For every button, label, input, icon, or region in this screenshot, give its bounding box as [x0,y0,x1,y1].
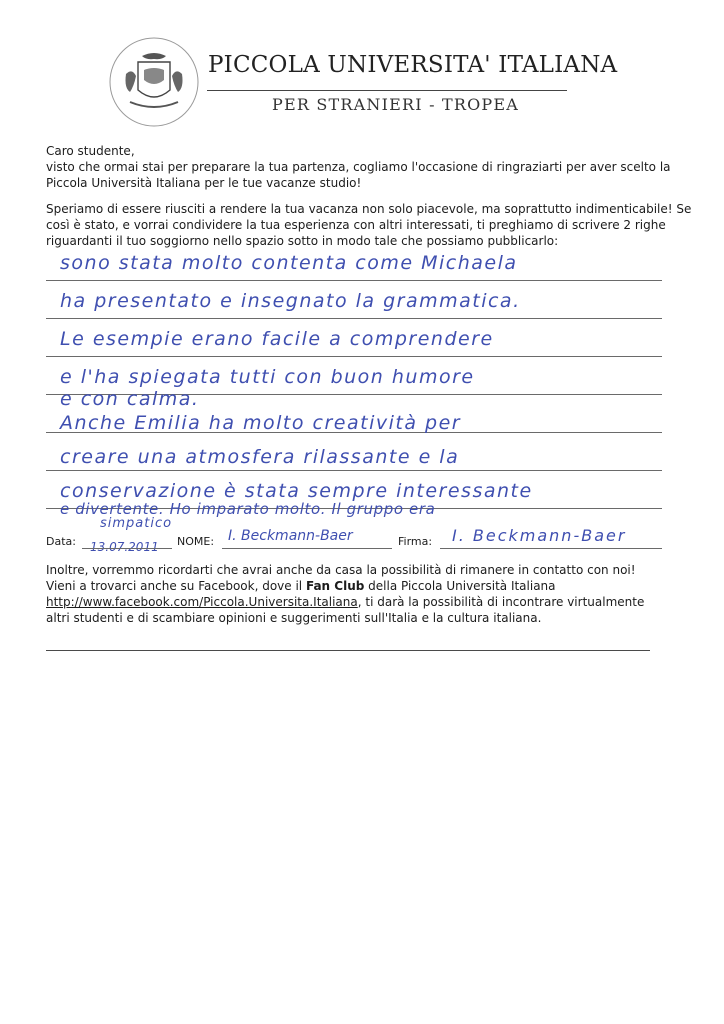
greeting: Caro studente, [46,144,135,158]
facebook-link[interactable]: http://www.facebook.com/Piccola.Universita.Italiana [46,595,358,609]
university-subtitle: PER STRANIERI - TROPEA [272,95,519,114]
intro-line: Piccola Università Italiana per le tue vacanze studio! [46,176,362,190]
request-line: riguardanti il tuo soggiorno nello spazio sotto in modo tale che possiamo pubblicarlo: [46,234,559,248]
handwritten-line: conservazione è stata sempre interessante [60,480,533,502]
name-value: I. Beckmann-Baer [228,528,353,544]
handwritten-line: e con calma. [60,388,200,410]
handwritten-line: e l'ha spiegata tutti con buon humore [60,366,475,388]
ruled-line [46,318,662,319]
closing-line: http://www.facebook.com/Piccola.Universita.Italiana, ti darà la possibilità di incontrare virtualmente [46,595,645,609]
signature-label: Firma: [398,535,433,548]
ruled-line [46,470,662,471]
name-line [222,548,392,549]
handwritten-line: simpatico [100,516,173,531]
university-seal-logo [108,36,200,128]
ruled-line [46,280,662,281]
handwritten-line: Le esempie erano facile a comprendere [60,328,494,350]
header-divider [207,90,567,91]
date-value: 13.07.2011 [90,540,159,554]
fan-club-text: Fan Club [305,579,365,593]
intro-line: visto che ormai stai per preparare la tua partenza, cogliamo l'occasione di ringraziarti per aver scelto la [46,160,671,174]
footer-divider [46,650,650,651]
closing-line: Inoltre, vorremmo ricordarti che avrai anche da casa la possibilità di rimanere in contatto con noi! [46,563,636,577]
date-label: Data: [46,535,76,548]
handwritten-line: ha presentato e insegnato la grammatica. [60,290,521,312]
name-label: NOME: [177,535,215,548]
handwritten-line: sono stata molto contenta come Michaela [60,252,518,274]
handwritten-line: creare una atmosfera rilassante e la [60,446,460,468]
handwritten-line: e divertente. Ho imparato molto. Il gruppo era [60,500,436,518]
date-line [82,548,172,549]
ruled-line [46,356,662,357]
signature-value: I. Beckmann-Baer [452,526,627,545]
request-line: così è stato, e vorrai condividere la tua esperienza con altri interessati, ti preghiamo di scrivere 2 righe [46,218,666,232]
handwritten-line: Anche Emilia ha molto creatività per [60,412,462,434]
closing-line: altri studenti e di scambiare opinioni e suggerimenti sull'Italia e la cultura italiana. [46,611,542,625]
signature-line [440,548,662,549]
closing-line: Vieni a trovarci anche su Facebook, dove il Fan Club della Piccola Università Italiana [46,579,556,593]
university-name: PICCOLA UNIVERSITA' ITALIANA [208,52,618,78]
request-line: Speriamo di essere riusciti a rendere la tua vacanza non solo piacevole, ma soprattutto indimenticabile! Se [46,202,692,216]
